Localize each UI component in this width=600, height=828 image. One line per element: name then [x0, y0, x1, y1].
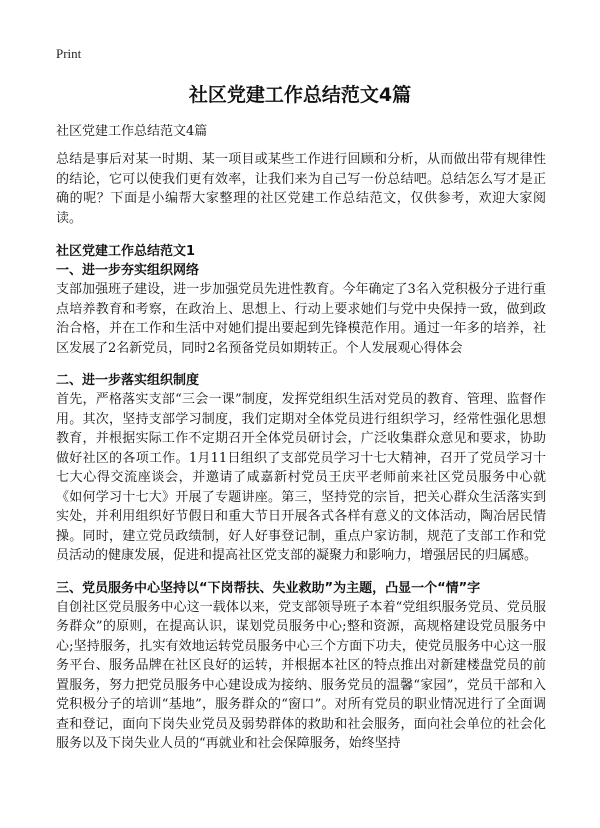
section-2-paragraph: 首先，严格落实支部“三会一课”制度，发挥党组织生活对党员的教育、管理、监督作用。其次，坚持支部学习制度，我们定期对全体党员进行组织学习，经常性强化思想教育，并根据实际工作不定期召开全体党员研讨会，广泛收集群众意见和要求，协助做好社区的各项工作。1月11日组织了支部党员学习十七大精神，召开了党员学习十七大心得交流座谈会，并邀请了咸嘉新村党员王庆平老师前来社区党员服务中心就《如何学习十七大》开展了专题讲座。第三，坚持党的宗旨，把关心群众生活落实到实处，并利用组织好节假日和重大节日开展各式各样有意义的文体活动，陶冶居民情操。同时，建立党员政绩制，好人好事登记制，重点户家访制，规范了支部工作和党员活动的健康发展，促进和提高社区党支部的凝聚力和影响力，增强居民的归属感。	[56, 392, 546, 563]
intro-paragraph: 总结是事后对某一时期、某一项目或某些工作进行回顾和分析，从而做出带有规律性的结论，它可以使我们更有效率，让我们来为自己写一份总结吧。总结怎么写才是正确的呢？下面是小编帮大家整理的社区党建工作总结范文，仅供参考，欢迎大家阅读。	[56, 152, 546, 226]
print-link[interactable]: Print	[56, 46, 82, 61]
section-1-paragraph: 支部加强班子建设，进一步加强党员先进性教育。今年确定了3名入党积极分子进行重点培养教育和考察，在政治上、思想上、行动上要求她们与党中央保持一致，做到政治合格，并在工作和生活中对她们提出要起到先锋模范作用。通过一年多的培养，社区发展了2名新党员，同时2名预备党员如期转正。个人发展观心得体会	[56, 282, 546, 356]
page-title: 社区党建工作总结范文4篇	[188, 84, 412, 106]
document-body	[56, 150, 546, 767]
section-2-heading: 二、进一步落实组织制度	[56, 373, 200, 388]
section-3-paragraph: 自创社区党员服务中心这一载体以来，党支部领导班子本着“党组织服务党员、党员服务群众”的原则，在提高认识，谋划党员服务中心;整和资源，高规格建设党员服务中心;坚持服务，扎实有效地运转党员服务中心三个方面下功夫，使党员服务中心这一服务平台、服务品牌在社区良好的运转，并根据本社区的特点推出对新建楼盘党员的前置服务，努力把党员服务中心建设成为接纳、服务党员的温馨“家园”，党员干部和入党积极分子的培训“基地”，服务群众的“窗口”。对所有党员的职业情况进行了全面调查和登记，面向下岗失业党员及弱势群体的救助和社会服务，面向社会单位的社会化服务以及下岗失业人员的“再就业和社会保障服务，始终坚持	[56, 599, 546, 751]
doc1-heading: 社区党建工作总结范文1	[56, 244, 196, 259]
section-1-heading: 一、进一步夯实组织网络	[56, 263, 200, 278]
section-3-heading: 三、党员服务中心坚持以“下岗帮扶、失业救助”为主题，凸显一个“情”字	[56, 580, 481, 596]
document-subtitle: 社区党建工作总结范文4篇	[56, 124, 208, 139]
